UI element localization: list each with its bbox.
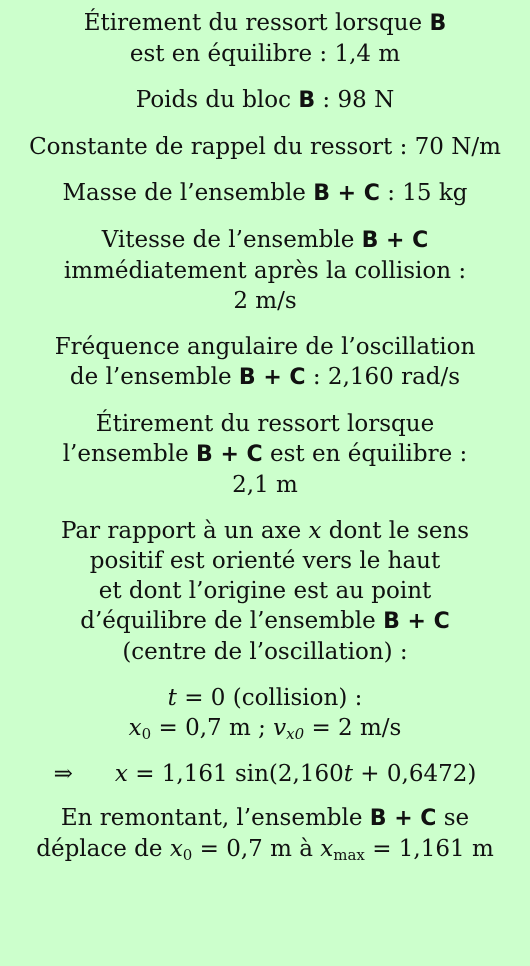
math-var: x	[169, 836, 183, 862]
text: immédiatement après la collision :	[63, 258, 467, 284]
text: Poids du bloc	[135, 87, 299, 113]
bold-label: B + C	[361, 228, 429, 253]
text: et dont l’origine est au point	[98, 578, 432, 604]
text: + 0,6472)	[353, 761, 477, 787]
implies-arrow-icon: ⇒	[53, 761, 73, 787]
text: Par rapport à un axe	[60, 518, 309, 544]
text: dont le sens	[321, 518, 470, 544]
spring-constant	[6, 132, 524, 162]
text: Masse de l’ensemble	[62, 180, 314, 206]
text: (centre de l’oscillation) :	[122, 639, 408, 665]
text: : 2,160 rad/s	[305, 364, 461, 390]
text: : 98 N	[315, 87, 395, 113]
text: 2 m/s	[233, 288, 297, 314]
text: Constante de rappel du ressort : 70 N/m	[29, 134, 501, 160]
text: 2,1 m	[232, 472, 298, 498]
subscript: 0	[182, 846, 193, 864]
bold-label: B + C	[383, 609, 450, 634]
equilibrium-stretch-bc	[6, 409, 524, 500]
text: Étirement du ressort lorsque	[83, 10, 430, 36]
equilibrium-stretch-b	[6, 8, 524, 69]
math-var: x	[308, 518, 322, 544]
text: d’équilibre de l’ensemble	[80, 608, 384, 634]
velocity-after-collision	[6, 225, 524, 316]
axis-definition	[6, 516, 524, 667]
text: est en équilibre : 1,4 m	[129, 41, 401, 67]
text: se	[436, 805, 470, 831]
text: est en équilibre :	[262, 441, 468, 467]
text: : 15 kg	[379, 180, 468, 206]
initial-conditions	[6, 683, 524, 743]
text: Fréquence angulaire de l’oscillation	[54, 334, 476, 360]
bold-label: B	[298, 88, 316, 113]
text: = 1,161 m	[364, 836, 494, 862]
bold-label: B + C	[313, 181, 380, 206]
bold-label: B	[429, 11, 447, 36]
mass-bc	[6, 178, 524, 209]
text: En remontant, l’ensemble	[60, 805, 370, 831]
text: = 0,7 m ;	[151, 715, 274, 741]
text: déplace de	[36, 836, 170, 862]
text: l’ensemble	[62, 441, 197, 467]
text: positif est orienté vers le haut	[89, 548, 441, 574]
angular-frequency	[6, 332, 524, 393]
displacement-summary	[6, 803, 524, 864]
text: = 0 (collision) :	[176, 685, 363, 711]
math-var: t	[343, 761, 353, 787]
text: = 1,161 sin(2,160	[127, 761, 344, 787]
math-var: x	[320, 836, 334, 862]
text: Vitesse de l’ensemble	[101, 227, 362, 253]
text: Étirement du ressort lorsque	[95, 411, 435, 437]
subscript: max	[333, 846, 365, 864]
bold-label: B + C	[196, 442, 263, 467]
equation-of-motion	[6, 759, 524, 789]
subscript: x0	[286, 725, 305, 743]
math-var: x	[114, 761, 128, 787]
text: = 2 m/s	[304, 715, 402, 741]
text: de l’ensemble	[69, 364, 239, 390]
subscript: 0	[141, 725, 152, 743]
weight-of-b	[6, 85, 524, 116]
bold-label: B + C	[369, 806, 437, 831]
math-var: x	[128, 715, 142, 741]
bold-label: B + C	[238, 365, 306, 390]
math-var: t	[167, 685, 177, 711]
text: = 0,7 m à	[192, 836, 321, 862]
math-var: v	[273, 715, 287, 741]
